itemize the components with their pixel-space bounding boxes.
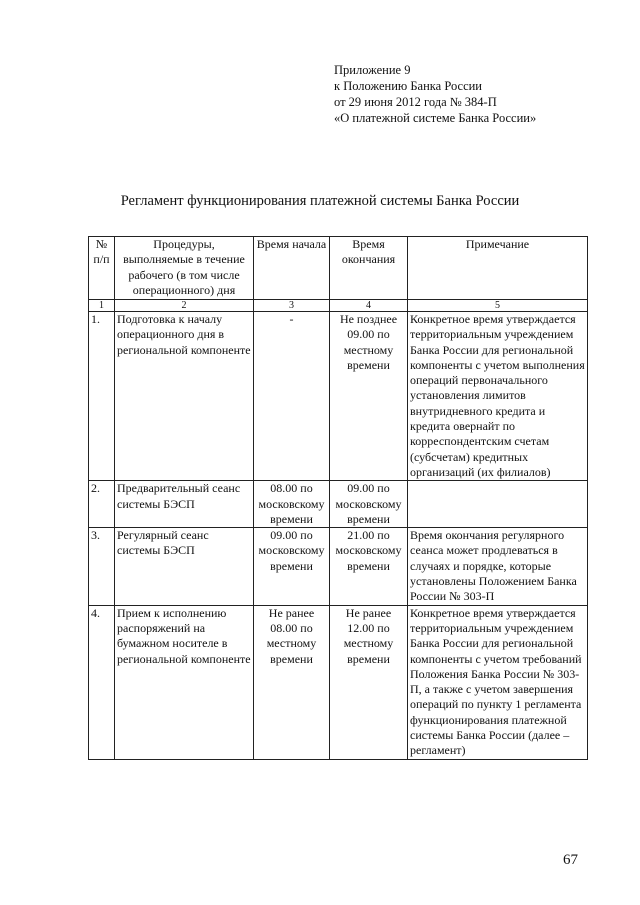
row-start-time: Не ранее 08.00 по местному времени xyxy=(254,605,330,759)
page-number: 67 xyxy=(563,852,578,868)
table-row xyxy=(89,312,588,481)
column-number: 2 xyxy=(115,300,254,312)
row-start-time: - xyxy=(254,312,330,481)
document-title: Регламент функционирования платежной системы Банка России xyxy=(120,193,520,209)
column-number: 1 xyxy=(89,300,115,312)
table-header-row xyxy=(89,237,588,300)
column-number: 3 xyxy=(254,300,330,312)
appendix-regulation-name: «О платежной системе Банка России» xyxy=(334,111,537,125)
table-row xyxy=(89,605,588,759)
header-note: Примечание xyxy=(408,237,588,300)
column-number: 5 xyxy=(408,300,588,312)
appendix-number: Приложение 9 xyxy=(334,63,411,77)
row-start-time: 09.00 по московскому времени xyxy=(254,528,330,605)
table-row xyxy=(89,481,588,528)
row-note: Время окончания регулярного сеанса может продлеваться в случаях и порядке, которые установлены Положением Банка России № 303-П xyxy=(408,528,588,605)
row-procedure: Подготовка к началу операционного дня в региональной компоненте xyxy=(115,312,254,481)
appendix-reference: к Положению Банка России xyxy=(334,79,482,93)
row-number: 3. xyxy=(89,528,115,605)
row-note xyxy=(408,481,588,528)
row-start-time: 08.00 по московскому времени xyxy=(254,481,330,528)
row-procedure: Регулярный сеанс системы БЭСП xyxy=(115,528,254,605)
schedule-table xyxy=(88,236,588,760)
row-end-time: Не позднее 09.00 по местному времени xyxy=(330,312,408,481)
appendix-header xyxy=(334,62,536,126)
column-number: 4 xyxy=(330,300,408,312)
row-end-time: 21.00 по московскому времени xyxy=(330,528,408,605)
header-procedure: Процедуры, выполняемые в течение рабочего (в том числе операционного) дня xyxy=(115,237,254,300)
header-start-time: Время начала xyxy=(254,237,330,300)
row-end-time: 09.00 по московскому времени xyxy=(330,481,408,528)
row-number: 1. xyxy=(89,312,115,481)
row-number: 2. xyxy=(89,481,115,528)
row-note: Конкретное время утверждается территориальным учреждением Банка России для региональной компоненты с учетом выполнения операций первоначального установления лимитов внутридневного кредита и кредита овернайт по корреспондентским счетам (субсчетам) кредитных организаций (их филиалов) xyxy=(408,312,588,481)
appendix-date: от 29 июня 2012 года № 384-П xyxy=(334,95,497,109)
column-number-row xyxy=(89,300,588,312)
row-procedure: Предварительный сеанс системы БЭСП xyxy=(115,481,254,528)
row-number: 4. xyxy=(89,605,115,759)
header-number: № п/п xyxy=(89,237,115,300)
header-end-time: Время окончания xyxy=(330,237,408,300)
row-procedure: Прием к исполнению распоряжений на бумажном носителе в региональной компоненте xyxy=(115,605,254,759)
row-end-time: Не ранее 12.00 по местному времени xyxy=(330,605,408,759)
row-note: Конкретное время утверждается территориальным учреждением Банка России для региональной компоненты с учетом требований Положения Банка России № 303-П, а также с учетом завершения операций по пункту 1 регламента функционирования платежной системы Банка России (далее – регламент) xyxy=(408,605,588,759)
table-row xyxy=(89,528,588,605)
